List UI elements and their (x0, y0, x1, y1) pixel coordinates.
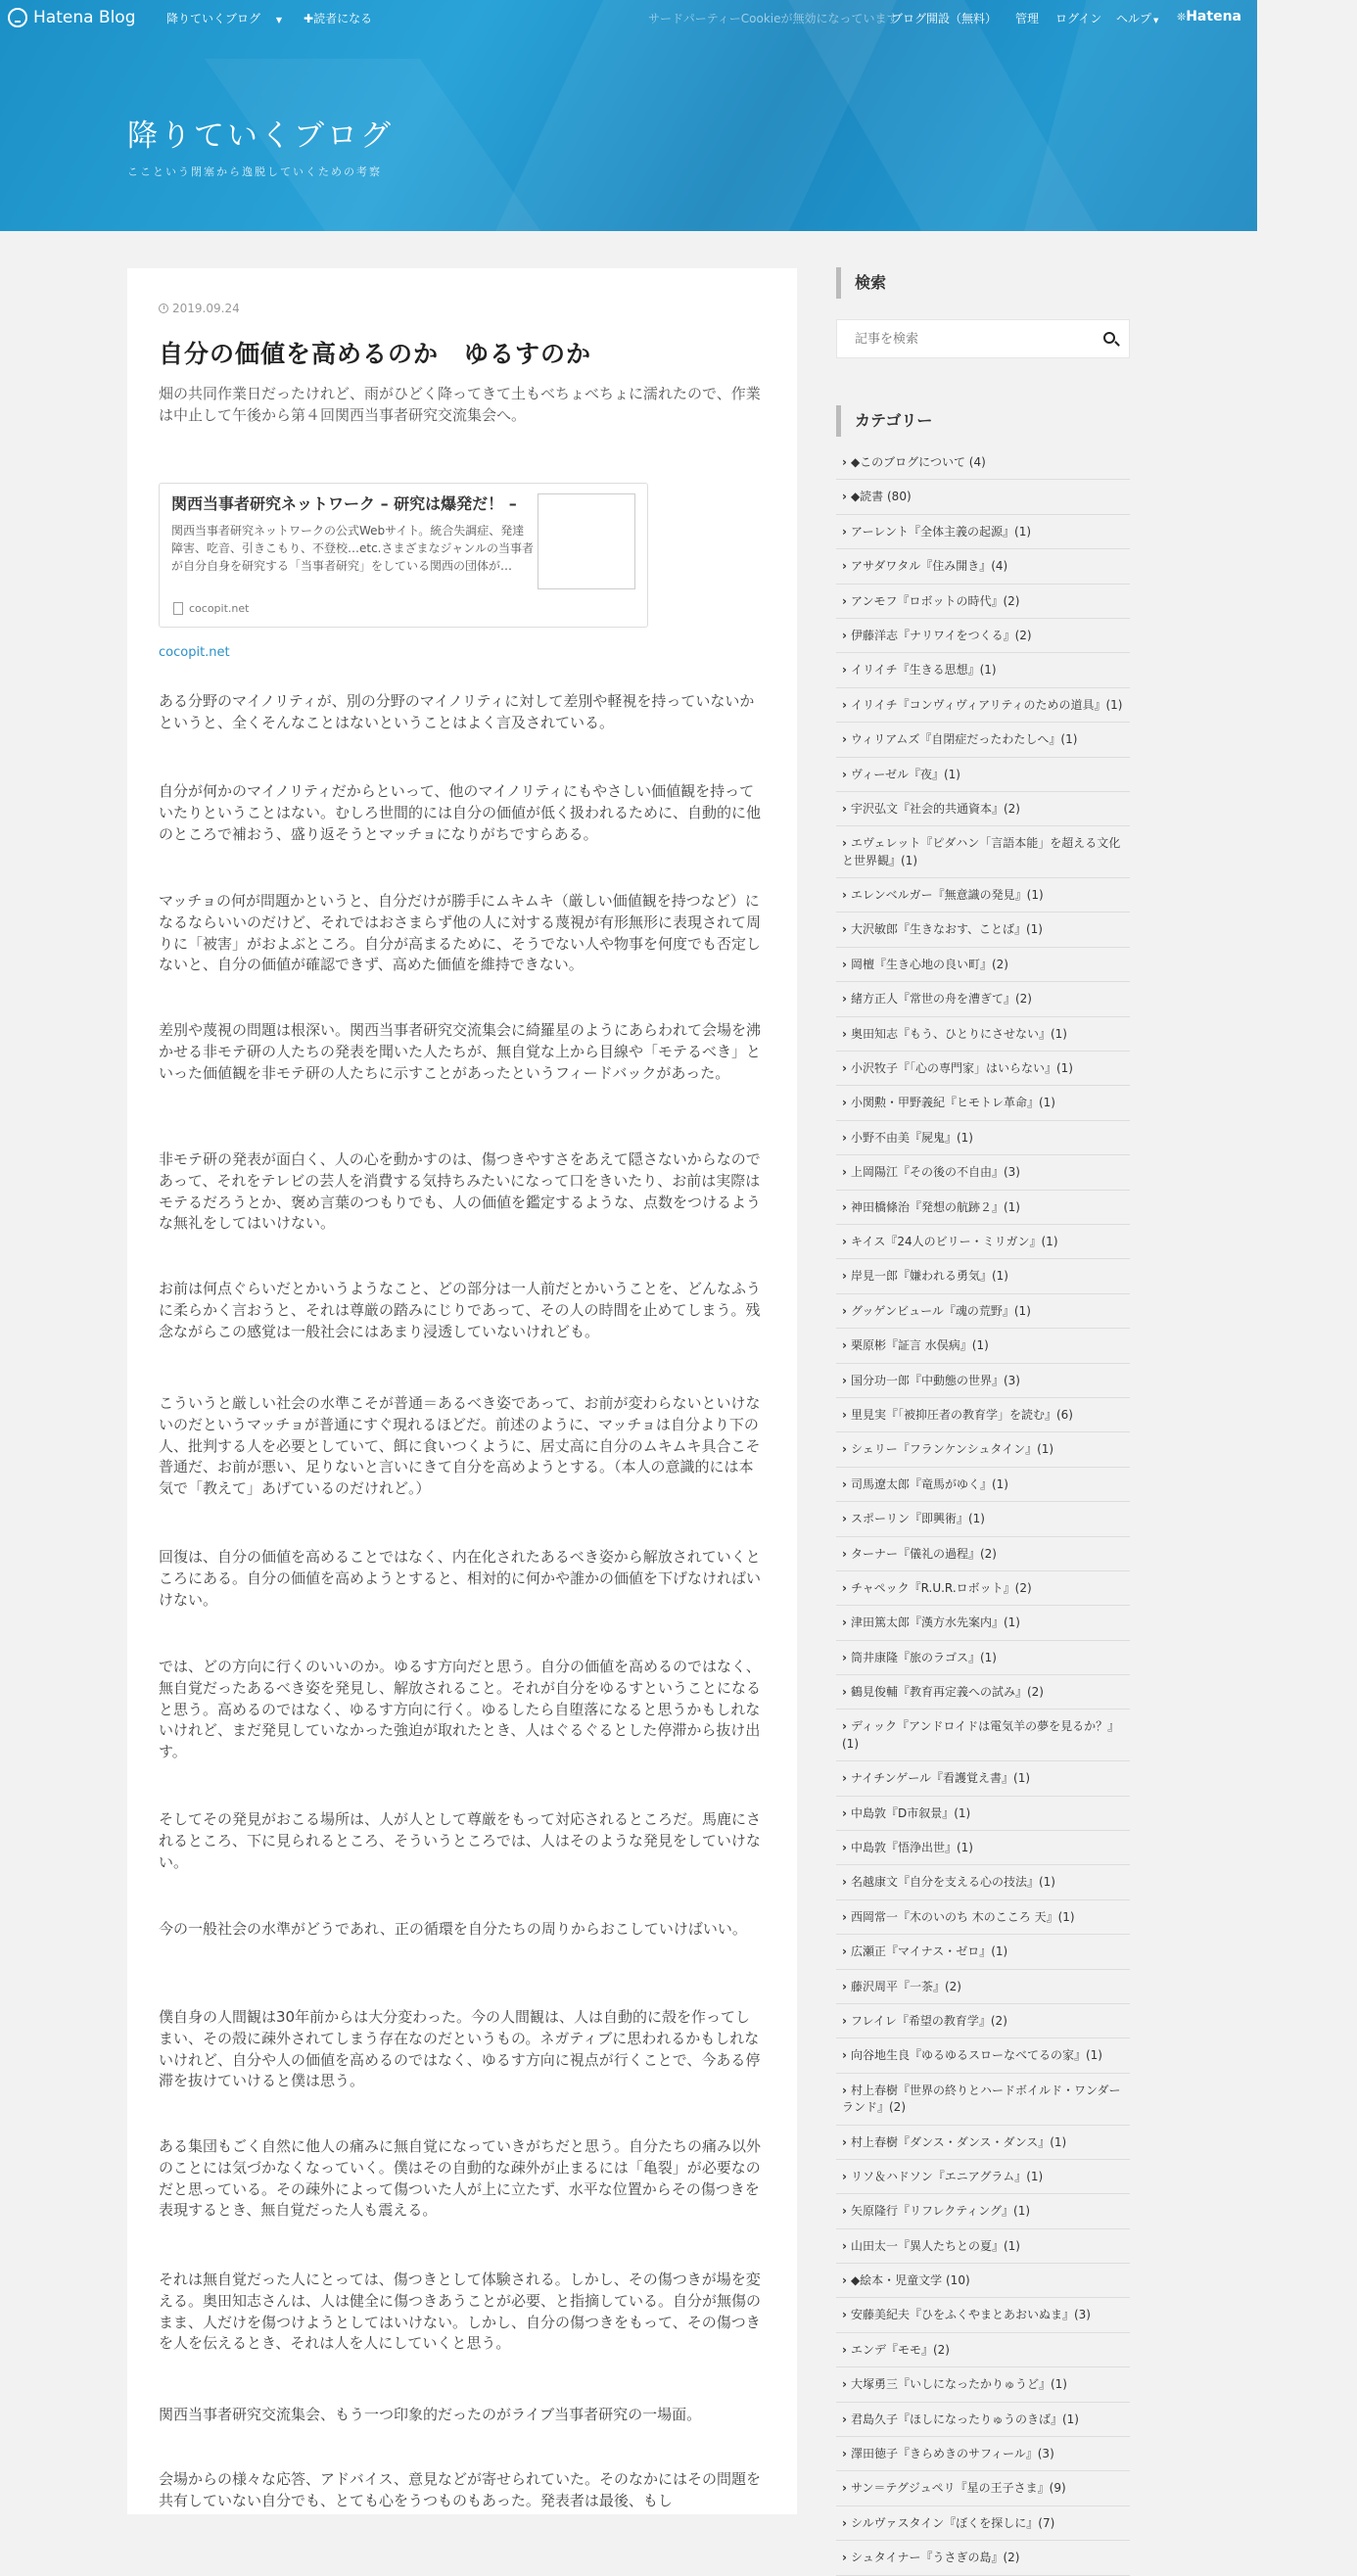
category-label: 小関勲・甲野義紀『ヒモトレ革命』(1) (850, 1096, 1055, 1110)
hatena-link[interactable] (1177, 9, 1241, 24)
category-item[interactable] (836, 1191, 1130, 1225)
category-label: エレンベルガー『無意識の発見』(1) (850, 888, 1044, 903)
chevron-right-icon: › (842, 628, 847, 642)
category-item[interactable] (836, 2367, 1130, 2402)
category-label: 中島敦『悟浄出世』(1) (850, 1841, 973, 1855)
category-item[interactable] (836, 1502, 1130, 1536)
category-item[interactable] (836, 1468, 1130, 1502)
chevron-right-icon: › (842, 992, 847, 1007)
category-item[interactable] (836, 2403, 1130, 2437)
chevron-right-icon: › (842, 1512, 847, 1526)
category-item[interactable] (836, 878, 1130, 913)
category-label: 神田橋條治『発想の航跡２』(1) (850, 1199, 1020, 1214)
category-label: キイス『24人のビリー・ミリガン』(1) (850, 1234, 1058, 1248)
chevron-right-icon: › (842, 2342, 847, 2357)
category-label: 大塚勇三『いしになったかりゅうど』(1) (850, 2377, 1067, 2392)
chevron-right-icon: › (842, 801, 847, 816)
paragraph: ある集団もごく自然に他人の痛みに無自覚になっていきがちだと思う。自分たちの痛み以外のことには気づかなくなっていく。僕はその自動的な疎外が止まるには「亀裂」が必要なのだと思っている。その疎外によって傷ついた人が上に立たず、水平な位置からその傷つきを表現するとき、無自覚だった人も震える。 (159, 2137, 762, 2220)
chevron-right-icon: › (842, 2204, 847, 2219)
category-item[interactable] (836, 515, 1130, 549)
category-item[interactable] (836, 948, 1130, 982)
chevron-right-icon: › (842, 1616, 847, 1630)
category-item[interactable] (836, 1831, 1130, 1865)
category-label: 鶴見俊輔『教育再定義への試み』(2) (850, 1685, 1044, 1700)
category-item[interactable] (836, 1761, 1130, 1796)
category-item[interactable] (836, 2038, 1130, 2073)
entry-lead: 畑の共同作業日だったけれど、雨がひどく降ってきて土もべちょべちょに濡れたので、作業は中止して午後から第４回関西当事者研究交流集会へ。 (159, 385, 761, 424)
chevron-right-icon: › (842, 2377, 847, 2392)
category-item[interactable] (836, 1398, 1130, 1432)
category-item[interactable] (836, 758, 1130, 792)
category-label: ヴィーゼル『夜』(1) (850, 767, 960, 781)
category-label: アンモフ『ロボットの時代』(2) (850, 593, 1020, 608)
chevron-right-icon: › (842, 455, 847, 469)
chevron-right-icon: › (842, 1944, 847, 1959)
category-item[interactable] (836, 1710, 1130, 1761)
chevron-right-icon: › (842, 922, 847, 937)
category-item[interactable] (836, 1017, 1130, 1052)
chevron-right-icon: › (842, 1165, 847, 1180)
document-icon (173, 602, 183, 615)
category-label: 栗原彬『証言 水俣病』(1) (850, 1338, 989, 1353)
category-item[interactable] (836, 1970, 1130, 2004)
category-label: リソ＆ハドソン『エニアグラム』(1) (850, 2169, 1044, 2183)
category-label: アサダワタル『住み開き』(4) (850, 559, 1008, 574)
category-item[interactable] (836, 2194, 1130, 2228)
category-label: 岡檀『生き心地の良い町』(2) (850, 957, 1008, 971)
category-item[interactable] (836, 1571, 1130, 1606)
login-link[interactable]: ログイン (1055, 12, 1102, 25)
search-box (836, 319, 1130, 358)
category-label: 藤沢周平『一茶』(2) (850, 1979, 961, 1993)
source-link[interactable]: cocopit.net (159, 644, 230, 660)
category-item[interactable] (836, 1865, 1130, 1899)
category-item[interactable] (836, 1294, 1130, 1329)
chevron-right-icon: › (842, 2013, 847, 2028)
embed-site[interactable] (173, 602, 249, 615)
hatena-blog-icon (8, 8, 27, 27)
chevron-right-icon: › (842, 1476, 847, 1491)
category-label: 伊藤洋志『ナリワイをつくる』(2) (850, 628, 1032, 642)
category-item[interactable] (836, 1432, 1130, 1467)
category-label: 矢原隆行『リフレクティング』(1) (850, 2204, 1031, 2219)
blog-description: ここという閉塞から逸脱していくための考察 (127, 165, 382, 178)
category-label: 安藤美紀夫『ひをふくやまとあおいぬま』(3) (850, 2308, 1091, 2322)
category-item[interactable] (836, 480, 1130, 514)
category-item[interactable] (836, 1537, 1130, 1571)
category-label: 国分功一郎『中動態の世界』(3) (850, 1373, 1020, 1387)
chevron-right-icon: › (842, 1546, 847, 1561)
embed-title[interactable]: 関西当事者研究ネットワーク – 研究は爆発だ！ – (171, 493, 517, 513)
chevron-right-icon: › (842, 1026, 847, 1041)
chevron-right-icon: › (842, 2481, 847, 2496)
chevron-right-icon: › (842, 1234, 847, 1248)
category-label: 中島敦『D市叙景』(1) (850, 1805, 971, 1820)
category-label: エヴェレット『ピダハン「言語本能」を超える文化と世界観』(1) (842, 836, 1121, 867)
chevron-right-icon: › (842, 1909, 847, 1924)
paragraph: 今の一般社会の水準がどうであれ、正の循環を自分たちの周りからおこしていけばいい。 (159, 1920, 747, 1938)
category-item[interactable] (836, 2506, 1130, 2541)
category-label: 君島久子『ほしになったりゅうのきば』(1) (850, 2412, 1079, 2426)
category-label: 緒方正人『常世の舟を漕ぎて』(2) (850, 992, 1032, 1007)
blog-title[interactable]: 降りていくブログ (127, 118, 394, 154)
chevron-right-icon: › (842, 1303, 847, 1318)
category-item[interactable] (836, 2541, 1130, 2575)
chevron-right-icon: › (842, 2083, 847, 2097)
category-item[interactable] (836, 1052, 1130, 1086)
category-label: ナイチンゲール『看護覚え書』(1) (850, 1771, 1031, 1786)
chevron-right-icon: › (842, 1407, 847, 1422)
category-label: エンデ『モモ』(2) (850, 2342, 950, 2357)
chevron-right-icon: › (842, 2273, 847, 2288)
chevron-right-icon: › (842, 559, 847, 574)
chevron-right-icon: › (842, 490, 847, 504)
chevron-right-icon: › (842, 2134, 847, 2149)
chevron-right-icon: › (842, 2412, 847, 2426)
category-label: アーレント『全体主義の起源』(1) (850, 524, 1032, 539)
category-label: ウィリアムズ『自閉症だったわたしへ』(1) (850, 732, 1078, 747)
blog-menu[interactable] (166, 10, 282, 26)
chevron-right-icon: › (842, 1685, 847, 1700)
chevron-right-icon: › (842, 697, 847, 712)
paragraph: 回復は、自分の価値を高めることではなく、内在化されたあるべき姿から解放されていくところにある。自分の価値を高めようとすると、相対的に何かや誰かの価値を下げなければいけない。 (159, 1548, 762, 1609)
blog-menu-label: 降りていくブログ (166, 12, 261, 25)
category-label: 村上春樹『世界の終りとハードボイルド・ワンダーランド』(2) (842, 2083, 1121, 2115)
chevron-right-icon: › (842, 1061, 847, 1076)
category-item[interactable] (836, 653, 1130, 687)
paragraph: 自分が何かのマイノリティだからといって、他のマイノリティにもやさしい価値観を持っていたりということはない。むしろ世間的には自分の価値が低く扱われるために、自動的に他のところで補おう、盛り返そうとマッチョになりがちですらある。 (159, 782, 762, 843)
clock-icon (159, 304, 168, 313)
paragraph: では、どの方向に行くのいいのか。ゆるす方向だと思う。自分の価値を高めるのではなく、無自覚だったあるべき姿を発見し、解放されること。それが自分をゆるすということになると思う。高めるのではなく、ゆるす方向に行く。ゆるしたら自堕落になると思うかもしれないけれど、まだ発見していなかった強迫が取れたとき、人はぐるぐるとした停滞から抜け出す。 (159, 1658, 762, 1760)
chevron-right-icon: › (842, 524, 847, 539)
category-item[interactable] (836, 2298, 1130, 2332)
hatena-label: Hatena (1186, 9, 1241, 24)
help-menu[interactable] (1116, 10, 1158, 26)
category-item[interactable] (836, 585, 1130, 619)
category-item[interactable] (836, 1329, 1130, 1363)
chevron-right-icon: › (842, 2308, 847, 2322)
category-label: 津田篤太郎『漢方水先案内』(1) (850, 1616, 1020, 1630)
chevron-right-icon: › (842, 1841, 847, 1855)
category-item[interactable] (836, 2004, 1130, 2038)
chevron-right-icon: › (842, 1269, 847, 1284)
chevron-right-icon: › (842, 663, 847, 678)
category-label: ターナー『儀礼の過程』(2) (850, 1546, 997, 1561)
paragraph: 非モテ研の発表が面白く、人の心を動かすのは、傷つきやすさをあえて隠さないからなのであって、それをテレビの芸人を消費する気持ちみたいになって口をきいたり、お前は実際はモテるだろうとか、褒め言葉のつもりでも、人の価値を鑑定するような、点数をつけるような無礼をしてはいけない。 (159, 1150, 762, 1233)
chevron-right-icon: › (842, 888, 847, 903)
chevron-right-icon: › (842, 2238, 847, 2253)
category-label: 司馬遼太郎『竜馬がゆく』(1) (850, 1476, 1008, 1491)
category-label: スポーリン『即興術』(1) (850, 1512, 985, 1526)
article (127, 268, 797, 2514)
chevron-right-icon: › (842, 1771, 847, 1786)
chevron-right-icon: › (842, 1338, 847, 1353)
chevron-right-icon: › (842, 1130, 847, 1145)
chevron-right-icon: › (842, 836, 847, 851)
chevron-right-icon: › (842, 1373, 847, 1387)
caret-down-icon: ▼ (1153, 17, 1159, 24)
entry-date-text: 2019.09.24 (172, 302, 240, 315)
category-item[interactable] (836, 1935, 1130, 1969)
paragraph: ある分野のマイノリティが、別の分野のマイノリティに対して差別や軽視を持っていないかというと、全くそんなことはないということはよく言及されている。 (159, 692, 755, 731)
category-item[interactable] (836, 1086, 1130, 1120)
category-item[interactable] (836, 2074, 1130, 2126)
category-item[interactable] (836, 1364, 1130, 1398)
embed-site-text: cocopit.net (189, 601, 250, 615)
chevron-right-icon: › (842, 2169, 847, 2183)
caret-down-icon: ▼ (275, 16, 282, 24)
category-item[interactable] (836, 2471, 1130, 2506)
category-list (836, 445, 1130, 2576)
embed-thumbnail[interactable] (538, 493, 635, 589)
paragraph: 僕自身の人間観は30年前からは大分変わった。今の人間観は、人は自動的に殻を作ってしまい、その殻に疎外されてしまう存在なのだというもの。ネガティブに思われるかもしれないけれど、自分や人の価値を高めるのではなく、ゆるす方向に視点が行くことで、今ある停滞を抜けていけると僕は思う。 (159, 2008, 761, 2090)
category-item[interactable] (836, 826, 1130, 878)
category-item[interactable] (836, 723, 1130, 757)
chevron-right-icon: › (842, 1096, 847, 1110)
category-label: グッゲンビュール『魂の荒野』(1) (850, 1303, 1031, 1318)
subscribe-button[interactable] (304, 10, 372, 26)
category-item[interactable] (836, 1675, 1130, 1710)
category-item[interactable] (836, 1225, 1130, 1259)
category-item[interactable] (836, 445, 1130, 480)
embed-card[interactable] (159, 483, 648, 628)
embed-text: 関西当事者研究ネットワークの公式Webサイト。統合失調症、発達障害、吃音、引きこもり、不登校…etc.さまざまなジャンルの当事者が自分自身を研究する「当事者研究」をしている関西の団体が… (171, 524, 534, 574)
category-label: ◆絵本・児童文学 (10) (850, 2273, 970, 2288)
category-label: 小沢牧子『「心の専門家」はいらない』(1) (850, 1061, 1073, 1076)
category-label: 名越康文『自分を支える心の技法』(1) (850, 1875, 1055, 1890)
category-label: 村上春樹『ダンス・ダンス・ダンス』(1) (850, 2134, 1067, 2149)
chevron-right-icon: › (842, 1199, 847, 1214)
chevron-right-icon: › (842, 1442, 847, 1457)
category-item[interactable] (836, 792, 1130, 826)
paragraph: 関西当事者研究交流集会、もう一つ印象的だったのがライブ当事者研究の一場面。 (159, 2406, 702, 2423)
paragraph: お前は何点ぐらいだとかいうようなこと、どの部分は一人前だとかいうことを、どんなふうに柔らかく言おうと、それは尊厳の踏みにじりであって、その人の時間を止めてしまう。残念ながらこの感覚は一般社会にはあまり浸透していないけれども。 (159, 1280, 762, 1340)
category-label: 小野不由美『屍鬼』(1) (850, 1130, 973, 1145)
category-label: 奥田知志『もう、ひとりにさせない』(1) (850, 1026, 1067, 1041)
category-item[interactable] (836, 2264, 1130, 2298)
entry-date[interactable] (159, 302, 766, 315)
category-item[interactable] (836, 2126, 1130, 2160)
hatena-icon: ❊ (1177, 11, 1187, 23)
global-header (0, 0, 1257, 37)
category-item[interactable] (836, 619, 1130, 653)
category-label: 大沢敏郎『生きなおす、ことば』(1) (850, 922, 1043, 937)
chevron-right-icon: › (842, 1580, 847, 1595)
category-item[interactable] (836, 1900, 1130, 1935)
paragraph: それは無自覚だった人にとっては、傷つきとして体験される。しかし、その傷つきが場を変える。奥田知志さんは、人は健全に傷つきあうことが必要、と指摘している。自分が無傷のまま、人だけを傷つけようとしてはいけない。しかし、自分の傷つきをもって、その傷つきを人を伝えるとき、それは人を人にしていくと思う。 (159, 2271, 762, 2353)
hatena-blog-logo[interactable] (8, 8, 136, 27)
category-label: ◆このブログについて (4) (850, 455, 986, 469)
chevron-right-icon: › (842, 767, 847, 781)
category-label: 岸見一郎『嫌われる勇気』(1) (850, 1269, 1008, 1284)
category-item[interactable] (836, 913, 1130, 947)
paragraph: マッチョの何が問題かというと、自分だけが勝手にムキムキ（厳しい価値観を持つなど）になるならいいのだけど、それではおさまらず他の人に対する蔑視が有形無形に表現されて周りに「被害」がおよぶところ。自分が高まるために、そうでない人や物事を何度でも否定しないと、自分の価値が確認できず、高めた価値を維持できない。 (159, 892, 762, 974)
category-item[interactable] (836, 688, 1130, 723)
category-item[interactable] (836, 1155, 1130, 1190)
admin-link[interactable]: 管理 (1015, 12, 1040, 25)
chevron-right-icon: › (842, 1979, 847, 1993)
category-item[interactable] (836, 549, 1130, 584)
search-input[interactable] (837, 320, 1072, 357)
category-label: 向谷地生良『ゆるゆるスローなべてるの家』(1) (850, 2048, 1102, 2063)
open-blog-link[interactable]: ブログ開設（無料） (891, 12, 998, 25)
category-item[interactable] (836, 1121, 1130, 1155)
chevron-right-icon: › (842, 593, 847, 608)
category-item[interactable] (836, 2229, 1130, 2264)
chevron-right-icon: › (842, 957, 847, 971)
paragraph: 会場からの様々な応答、アドバイス、意見などが寄せられていた。そのなかにはその問題を共有していない自分でも、とても心をうつものもあった。発表者は最後、もし (159, 2470, 762, 2509)
category-label: 筒井康隆『旅のラゴス』(1) (850, 1650, 997, 1664)
category-label: フレイレ『希望の教育学』(2) (850, 2013, 1007, 2028)
category-label: 里見実『「被抑圧者の教育学」を読む』(6) (850, 1407, 1073, 1422)
paragraph: そしてその発見がおこる場所は、人が人として尊厳をもって対応されるところだ。馬鹿にされるところ、下に見られるところ、そういうところでは、人はそのような発見をしていけない。 (159, 1810, 762, 1871)
chevron-right-icon: › (842, 2048, 847, 2063)
chevron-right-icon: › (842, 1719, 847, 1734)
category-item[interactable] (836, 2160, 1130, 2194)
chevron-right-icon: › (842, 1650, 847, 1664)
paragraph: 差別や蔑視の問題は根深い。関西当事者研究交流集会に綺羅星のようにあらわれて会場を沸かせる非モテ研の人たちの発表を聞いた人たちが、無自覚な上から目線や「モテるべき」といった価値観を非モテ研の人たちに示すことがあったというフィードバックがあった。 (159, 1021, 762, 1082)
category-item[interactable] (836, 1641, 1130, 1675)
search-icon[interactable] (1103, 332, 1115, 344)
paragraph: こういうと厳しい社会の水準こそが普通＝あるべき姿であって、お前が変わらないといけないのだというマッチョが普通にすぐ現れるほどだ。前述のように、マッチョは自分より下の人、批判する人を必要としていて、餌に食いつくように、居丈高に自分のムキムキ具合こそ普通だ、お前が悪い、足りないと言いにきて自分を高めようとする。（本人の意識的には本気で「教えて」あげているのだけれど。） (159, 1394, 761, 1497)
category-item[interactable] (836, 2333, 1130, 2367)
category-label: 澤田徳子『きらめきのサフィール』(3) (850, 2447, 1054, 2461)
category-item[interactable] (836, 982, 1130, 1016)
category-label: イリイチ『コンヴィヴィアリティのための道具』(1) (850, 697, 1123, 712)
category-item[interactable] (836, 1797, 1130, 1831)
category-label: シェリー『フランケンシュタイン』(1) (850, 1442, 1054, 1457)
category-item[interactable] (836, 1606, 1130, 1640)
category-label: イリイチ『生きる思想』(1) (850, 663, 997, 678)
category-label: チャペック『R.U.R.ロボット』(2) (850, 1580, 1032, 1595)
category-item[interactable] (836, 2437, 1130, 2471)
category-label: 広瀬正『マイナス・ゼロ』(1) (850, 1944, 1008, 1959)
category-label: サン＝テグジュペリ『星の王子さま』(9) (850, 2481, 1066, 2496)
category-item[interactable] (836, 1259, 1130, 1293)
category-label: ディック『アンドロイドは電気羊の夢を見るか？』(1) (842, 1719, 1120, 1751)
help-label: ヘルプ (1116, 12, 1152, 25)
category-label: 西岡常一『木のいのち 木のこころ 天』(1) (850, 1909, 1075, 1924)
category-label: ◆読書 (80) (850, 490, 912, 504)
entry-title[interactable]: 自分の価値を高めるのか ゆるすのか (159, 340, 592, 368)
category-label: シルヴァスタイン『ぼくを探しに』(7) (850, 2515, 1055, 2530)
chevron-right-icon: › (842, 2515, 847, 2530)
category-heading: カテゴリー (836, 405, 1130, 437)
brand-name: Hatena Blog (33, 8, 136, 27)
subscribe-label: 読者になる (313, 12, 373, 25)
category-label: 上岡陽江『その後の不自由』(3) (850, 1165, 1020, 1180)
search-heading: 検索 (836, 267, 1130, 299)
category-label: 山田太一『異人たちとの夏』(1) (850, 2238, 1020, 2253)
plus-icon: ✚ (304, 12, 314, 25)
chevron-right-icon: › (842, 2447, 847, 2461)
chevron-right-icon: › (842, 1805, 847, 1820)
chevron-right-icon: › (842, 2551, 847, 2565)
category-label: シュタイナー『うさぎの島』(2) (850, 2551, 1020, 2565)
cookie-notice[interactable]: サードパーティーCookieが無効になっています (648, 12, 899, 25)
chevron-right-icon: › (842, 732, 847, 747)
chevron-right-icon: › (842, 1875, 847, 1890)
category-label: 宇沢弘文『社会的共通資本』(2) (850, 801, 1020, 816)
